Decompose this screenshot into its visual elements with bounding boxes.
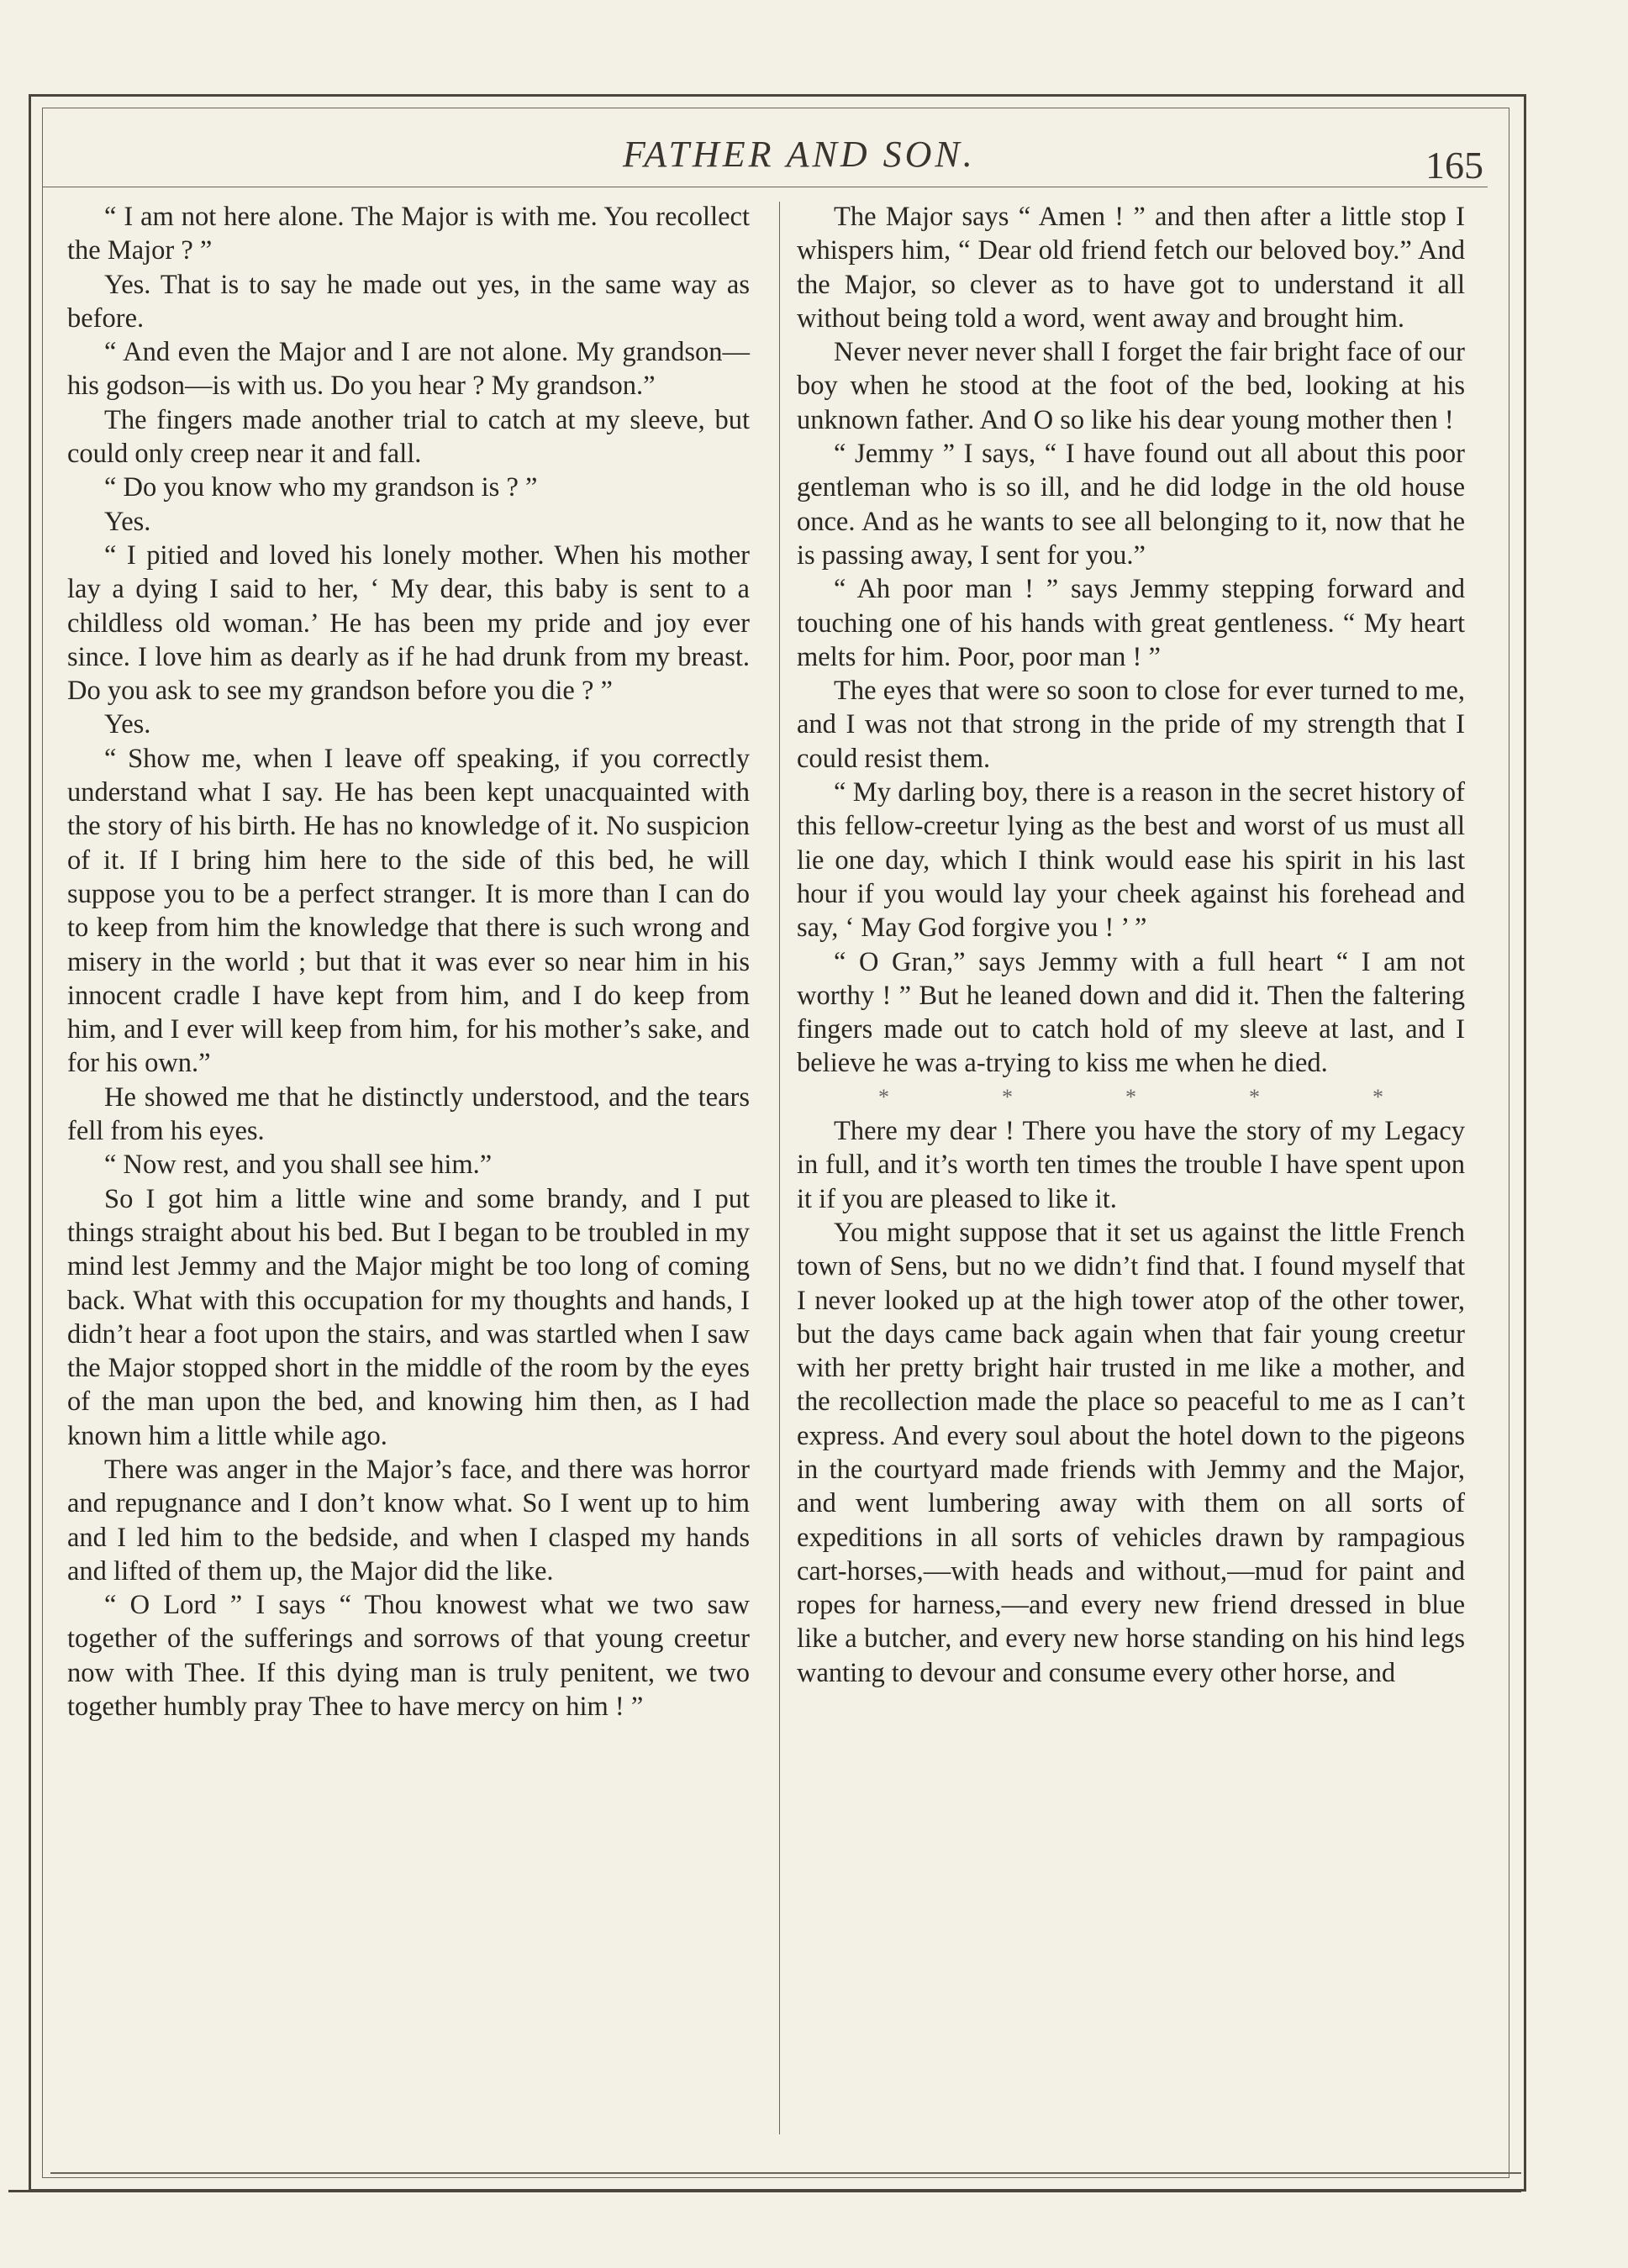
right-column <box>797 200 1465 1690</box>
page-header <box>47 126 1501 193</box>
section-break-star: * <box>1249 1084 1260 1109</box>
paragraph: “ Now rest, and you shall see him.” <box>104 1150 493 1181</box>
bottom-rule-inner <box>50 2172 1521 2174</box>
paragraph: Yes. That is to say he made out yes, in the same way as before. <box>67 269 750 334</box>
paragraph: “ Ah poor man ! ” says Jemmy stepping forward and touching one of his hands with great gentleness. “ My heart melts for him. Poor, poor man ! ” <box>797 574 1465 672</box>
running-title: FATHER AND SON. <box>623 134 976 175</box>
column-divider <box>779 202 780 2134</box>
section-break <box>797 1081 1465 1114</box>
paragraph: “ O Lord ” I says “ Thou knowest what we two saw together of the sufferings and sorrows of that young creetur now with Thee. If this dying man is truly penitent, we two together humbly pray Thee to have mercy on him ! ” <box>67 1590 750 1723</box>
paragraph: “ And even the Major and I are not alone. My grandson—his godson—is with us. Do you hear ? My grandson.” <box>67 337 750 402</box>
paragraph: “ Show me, when I leave off speaking, if you correctly understand what I say. He has been kept unacquainted with the story of his birth. He has no knowledge of it. No suspicion of it. If I bring him here to the side of this bed, he will suppose you to be a perfect stranger. It is more than I can do to keep from him the knowledge that there is such wrong and misery in the world ; but that it was ever so near him in his innocent cradle I have kept from him, and I do keep from him, and I ever will keep from him, for his mother’s sake, and for his own.” <box>67 743 750 1079</box>
paragraph: So I got him a little wine and some brandy, and I put things straight about his bed. But I began to be troubled in my mind lest Jemmy and the Major might be too long of coming back. What with this occupation for my thoughts and hands, I didn’t hear a foot upon the stairs, and was startled when I saw the Major stopped short in the middle of the room by the eyes of the man upon the bed, and knowing him then, as I had known him a little while ago. <box>67 1183 750 1451</box>
section-break-star: * <box>1002 1084 1013 1109</box>
paragraph: “ O Gran,” says Jemmy with a full heart “ I am not worthy ! ” But he leaned down and did it. Then the faltering fingers made out to catch hold of my sleeve at last, and I believe he was a-trying to kiss me when he died. <box>797 946 1465 1079</box>
paragraph: Never never never shall I forget the fair bright face of our boy when he stood at the foot of the bed, looking at his unknown father. And O so like his dear young mother then ! <box>797 337 1465 435</box>
paragraph: The Major says “ Amen ! ” and then after a little stop I whispers him, “ Dear old friend fetch our beloved boy.” And the Major, so clever as to have got to understand it all without being told a word, went away and brought him. <box>797 202 1465 334</box>
paragraph: The fingers made another trial to catch at my sleeve, but could only creep near it and fall. <box>67 404 750 470</box>
paragraph: He showed me that he distinctly understood, and the tears fell from his eyes. <box>67 1081 750 1147</box>
page-number: 165 <box>1425 144 1483 187</box>
paragraph: The eyes that were so soon to close for ever turned to me, and I was not that strong in the pride of my strength that I could resist them. <box>797 676 1465 774</box>
paragraph: “ Jemmy ” I says, “ I have found out all about this poor gentleman who is so ill, and he did lodge in the old house once. And as he wants to see all belonging to it, now that he is passing away, I sent for you.” <box>797 439 1465 571</box>
section-break-star: * <box>1125 1084 1136 1109</box>
paragraph: “ I pitied and loved his lonely mother. When his mother lay a dying I said to her, ‘ My dear, this baby is sent to a childless old woman.’ He has been my pride and joy ever since. I love him as dearly as if he had drunk from my breast. Do you ask to see my grandson before you die ? ” <box>67 539 750 707</box>
paragraph: “ I am not here alone. The Major is with me. You recollect the Major ? ” <box>67 202 750 266</box>
paragraph: “ Do you know who my grandson is ? ” <box>104 472 538 503</box>
bottom-rule <box>8 2190 1521 2192</box>
section-break-star: * <box>1372 1084 1383 1109</box>
paragraph: Yes. <box>104 506 151 537</box>
paragraph: There was anger in the Major’s face, and there was horror and repugnance and I don’t know what. So I went up to him and I led him to the bedside, and when I clasped my hands and lifted of them up, the Major did the like. <box>67 1454 750 1587</box>
paragraph: “ My darling boy, there is a reason in the secret history of this fellow-creetur lying as the best and worst of us must all lie one day, which I think would ease his spirit in his last hour if you would lay your cheek against his forehead and say, ‘ May God forgive you ! ’ ” <box>797 777 1465 944</box>
paragraph: There my dear ! There you have the story of my Legacy in full, and it’s worth ten times the trouble I have spent upon it if you are pleased to like it. <box>797 1116 1465 1214</box>
paragraph: Yes. <box>104 709 151 740</box>
section-break-star: * <box>878 1084 889 1109</box>
paragraph: You might suppose that it set us against the little French town of Sens, but no we didn’t find that. I found myself that I never looked up at the high tower atop of the other tower, but the days came back again when that fair young creetur with her pretty bright hair trusted in me like a mother, and the recollection made the place so peaceful to me as I can’t express. And every soul about the hotel down to the pigeons in the courtyard made friends with Jemmy and the Major, and went lumbering away with them on all sorts of expeditions in all sorts of vehicles drawn by rampagious cart-horses,—with heads and without,—mud for paint and ropes for harness,—and every new friend dressed in blue like a butcher, and every new horse standing on his hind legs wanting to devour and consume every other horse, and <box>797 1217 1465 1688</box>
left-column <box>67 200 750 1723</box>
